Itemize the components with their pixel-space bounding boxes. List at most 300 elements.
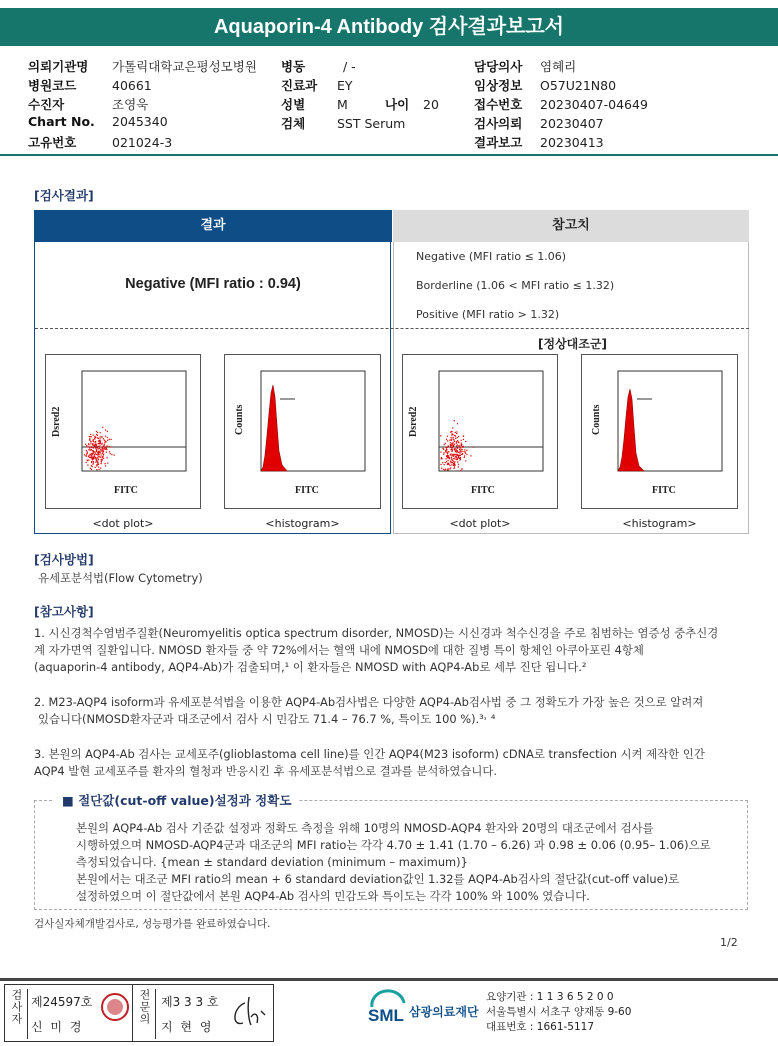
scatter-dot <box>98 438 99 439</box>
scatter-dot <box>456 441 457 442</box>
scatter-dot <box>461 444 462 445</box>
specimen-value: SST Serum <box>337 116 406 131</box>
tester-label: 검사자 <box>8 989 28 1039</box>
scatter-dot <box>109 439 110 440</box>
scatter-dot <box>102 453 103 454</box>
scatter-dot <box>99 445 100 446</box>
scatter-dot <box>111 446 112 447</box>
scatter-dot <box>458 464 459 465</box>
scatter-dot <box>100 463 101 464</box>
ward-value: / - <box>343 59 356 74</box>
scatter-dot <box>90 454 91 455</box>
scatter-dot <box>443 469 444 470</box>
scatter-dot <box>92 459 93 460</box>
scatter-dot <box>454 458 455 459</box>
scatter-dot <box>101 447 102 448</box>
scatter-dot <box>459 455 460 456</box>
scatter-dot <box>105 465 106 466</box>
scatter-dot <box>462 449 463 450</box>
scatter-dot <box>93 461 94 462</box>
scatter-dot <box>466 454 467 455</box>
control-dot-plot-caption: <dot plot> <box>449 517 511 530</box>
scatter-dot <box>457 437 458 438</box>
scatter-dot <box>94 445 95 446</box>
scatter-dot <box>97 432 98 433</box>
scatter-dot <box>99 440 100 441</box>
scatter-dot <box>457 423 458 424</box>
scatter-dot <box>460 448 461 449</box>
scatter-dot <box>95 441 96 442</box>
scatter-dot <box>86 445 87 446</box>
scatter-dot <box>102 456 103 457</box>
chart-no-label: Chart No. <box>28 114 95 129</box>
ward-label: 병동 <box>281 59 306 74</box>
organization-name: 삼광의료재단 <box>409 1005 479 1019</box>
scatter-dot <box>95 453 96 454</box>
patient-dot-plot <box>45 354 201 509</box>
scatter-dot <box>454 462 455 463</box>
scatter-dot <box>106 445 107 446</box>
dot-plot-x-label: FITC <box>114 485 138 496</box>
normal-control-label: [정상대조군] <box>538 337 607 351</box>
note-2-line-2: 있습니다(NMOSD환자군과 대조군에서 검사 시 민감도 71.4 – 76.7 %, 특이도 100 %).³˒ ⁴ <box>38 712 496 726</box>
scatter-dot <box>111 454 112 455</box>
clinical-info-label: 임상정보 <box>474 78 523 93</box>
scatter-dot <box>458 452 459 453</box>
scatter-dot <box>454 464 455 465</box>
scatter-dot <box>90 468 91 469</box>
patient-value: 조영욱 <box>112 97 149 112</box>
scatter-dot <box>441 458 442 459</box>
scatter-dot <box>104 444 105 445</box>
scatter-dot <box>110 453 111 454</box>
control-histogram-x-label: FITC <box>652 485 676 496</box>
scatter-dot <box>99 469 100 470</box>
reference-column-header: 참고치 <box>393 210 749 242</box>
scatter-dot <box>445 469 446 470</box>
scatter-dot <box>98 443 99 444</box>
scatter-dot <box>100 438 101 439</box>
chart-no-value: 2045340 <box>112 114 168 129</box>
control-dot-plot <box>402 354 558 509</box>
scatter-dot <box>103 454 104 455</box>
scatter-dot <box>461 469 462 470</box>
scatter-dot <box>88 460 89 461</box>
scatter-dot <box>458 436 459 437</box>
scatter-dot <box>455 432 456 433</box>
scatter-dot <box>457 459 458 460</box>
scatter-dot <box>98 453 99 454</box>
scatter-dot <box>99 452 100 453</box>
scatter-dot <box>103 451 104 452</box>
scatter-dot <box>93 463 94 464</box>
scatter-dot <box>453 458 454 459</box>
scatter-dot <box>87 453 88 454</box>
scatter-dot <box>470 455 471 456</box>
scatter-dot <box>98 456 99 457</box>
note-3-line-1: 3. 본원의 AQP4-Ab 검사는 교세포주(glioblastoma cell line)를 인간 AQP4(M23 isoform) cDNA로 transfection 시켜 제작한 인간 <box>34 747 705 761</box>
scatter-dot <box>92 464 93 465</box>
scatter-dot <box>93 452 94 453</box>
scatter-dot <box>103 446 104 447</box>
method-text: 유세포분석법(Flow Cytometry) <box>38 571 203 585</box>
scatter-dot <box>96 465 97 466</box>
scatter-dot <box>446 455 447 456</box>
scatter-dot <box>91 462 92 463</box>
receipt-no-label: 접수번호 <box>474 97 523 112</box>
scatter-dot <box>450 447 451 448</box>
header-right <box>474 57 648 152</box>
histogram-y-label: Counts <box>234 404 245 435</box>
scatter-dot <box>453 445 454 446</box>
scatter-dot <box>452 449 453 450</box>
scatter-dot <box>451 440 452 441</box>
scatter-dot <box>107 440 108 441</box>
scatter-dot <box>114 455 115 456</box>
scatter-dot <box>448 469 449 470</box>
scatter-dot <box>97 462 98 463</box>
header-divider <box>0 154 778 156</box>
scatter-dot <box>96 461 97 462</box>
scatter-dot <box>103 438 104 439</box>
cutoff-body <box>76 820 746 905</box>
scatter-dot <box>448 457 449 458</box>
scatter-dot <box>454 435 455 436</box>
scatter-dot <box>94 436 95 437</box>
scatter-dot <box>90 434 91 435</box>
cutoff-heading: ■ 절단값(cut-off value)설정과 정확도 <box>54 791 299 809</box>
scatter-dot <box>451 439 452 440</box>
scatter-dot <box>446 439 447 440</box>
scatter-dot <box>454 449 455 450</box>
hospital-code-value: 40661 <box>112 78 152 93</box>
scatter-dot <box>451 461 452 462</box>
scatter-dot <box>97 435 98 436</box>
scatter-dot <box>440 435 441 436</box>
scatter-dot <box>98 446 99 447</box>
scatter-dot <box>448 445 449 446</box>
scatter-dot <box>92 445 93 446</box>
scatter-dot <box>88 449 89 450</box>
department-label: 진료과 <box>281 78 318 93</box>
scatter-dot <box>448 451 449 452</box>
scatter-dot <box>449 440 450 441</box>
scatter-dot <box>88 456 89 457</box>
scatter-dot <box>107 437 108 438</box>
footnote: 검사실자체개발검사로, 성능평가를 완료하였습니다. <box>34 918 271 930</box>
scatter-dot <box>97 447 98 448</box>
scatter-dot <box>96 431 97 432</box>
scatter-dot <box>461 440 462 441</box>
note-3-line-2: AQP4 발현 교세포주를 환자의 혈청과 반응시킨 후 유세포분석법으로 결과를 분석하였습니다. <box>34 764 498 778</box>
scatter-dot <box>95 457 96 458</box>
scatter-dot <box>106 449 107 450</box>
scatter-dot <box>449 465 450 466</box>
phone: 대표번호 : 1661-5117 <box>486 1021 595 1033</box>
scatter-dot <box>465 460 466 461</box>
scatter-dot <box>443 454 444 455</box>
scatter-dot <box>442 462 443 463</box>
scatter-dot <box>102 459 103 460</box>
scatter-dot <box>444 444 445 445</box>
dot-plot-y-label: Dsred2 <box>51 406 62 437</box>
scatter-dot <box>88 446 89 447</box>
scatter-dot <box>105 463 106 464</box>
receipt-no-value: 20230407-04649 <box>540 97 648 112</box>
scatter-dot <box>99 441 100 442</box>
patient-label: 수진자 <box>28 97 65 112</box>
scatter-dot <box>450 454 451 455</box>
scatter-dot <box>457 440 458 441</box>
scatter-dot <box>101 461 102 462</box>
scatter-dot <box>97 457 98 458</box>
scatter-dot <box>444 464 445 465</box>
logo-text: SML <box>368 1006 404 1025</box>
scatter-dot <box>91 446 92 447</box>
scatter-dot <box>101 454 102 455</box>
scatter-dot <box>91 453 92 454</box>
age-value: 20 <box>423 97 439 112</box>
address: 서울특별시 서초구 양재동 9-60 <box>486 1006 632 1018</box>
scatter-dot <box>96 447 97 448</box>
scatter-dot <box>458 466 459 467</box>
doctor-signature-box <box>132 984 274 1042</box>
scatter-dot <box>445 458 446 459</box>
scatter-dot <box>89 455 90 456</box>
scatter-dot <box>453 465 454 466</box>
scatter-dot <box>464 457 465 458</box>
scatter-dot <box>89 436 90 437</box>
scatter-dot <box>100 449 101 450</box>
scatter-dot <box>94 437 95 438</box>
scatter-dot <box>89 440 90 441</box>
scatter-dot <box>454 441 455 442</box>
scatter-dot <box>453 468 454 469</box>
scatter-dot <box>452 427 453 428</box>
scatter-dot <box>447 447 448 448</box>
result-value: Negative (MFI ratio : 0.94) <box>125 276 301 292</box>
scatter-dot <box>96 458 97 459</box>
scatter-dot <box>109 446 110 447</box>
page-number: 1/2 <box>720 936 738 949</box>
scatter-dot <box>455 451 456 452</box>
scatter-dot <box>453 439 454 440</box>
scatter-dot <box>452 444 453 445</box>
scatter-dot <box>459 449 460 450</box>
care-institution-no: 요양기관 : 1 1 3 6 5 2 0 0 <box>486 991 614 1003</box>
doctor-value: 염혜리 <box>540 59 577 74</box>
scatter-dot <box>445 451 446 452</box>
cutoff-line-4: 본원에서는 대조군 MFI ratio의 mean + 6 standard deviation값인 1.32를 AQP4-Ab검사의 절단값(cut-off value)로 <box>76 872 680 886</box>
scatter-dot <box>96 454 97 455</box>
scatter-dot <box>458 446 459 447</box>
scatter-dot <box>95 462 96 463</box>
scatter-dot <box>93 457 94 458</box>
notes-heading: [참고사항] <box>34 604 94 619</box>
scatter-dot <box>450 432 451 433</box>
scatter-dot <box>93 451 94 452</box>
report-date-label: 결과보고 <box>474 135 523 150</box>
scatter-dot <box>447 436 448 437</box>
scatter-dot <box>92 454 93 455</box>
scatter-dot <box>109 451 110 452</box>
scatter-dot <box>456 452 457 453</box>
scatter-dot <box>102 443 103 444</box>
scatter-dot <box>105 436 106 437</box>
scatter-dot <box>85 444 86 445</box>
scatter-dot <box>89 438 90 439</box>
scatter-dot <box>449 468 450 469</box>
tester-license-no: 제24597호 <box>31 995 93 1009</box>
scatter-dot <box>450 442 451 443</box>
scatter-dot <box>458 457 459 458</box>
scatter-dot <box>451 464 452 465</box>
scatter-dot <box>443 452 444 453</box>
scatter-dot <box>452 460 453 461</box>
scatter-dot <box>90 450 91 451</box>
scatter-dot <box>103 455 104 456</box>
scatter-dot <box>446 447 447 448</box>
scatter-dot <box>458 442 459 443</box>
scatter-dot <box>91 469 92 470</box>
scatter-dot <box>457 458 458 459</box>
scatter-dot <box>101 460 102 461</box>
control-dot-plot-y-label: Dsred2 <box>408 406 419 437</box>
ref-negative: Negative (MFI ratio ≤ 1.06) <box>416 250 567 263</box>
requesting-institution-value: 가톨릭대학교은평성모병원 <box>112 59 257 74</box>
sex-value: M <box>337 97 348 112</box>
scatter-dot <box>98 451 99 452</box>
scatter-dot <box>111 439 112 440</box>
scatter-dot <box>84 454 85 455</box>
organization-address <box>486 990 631 1035</box>
scatter-dot <box>100 440 101 441</box>
scatter-dot <box>446 450 447 451</box>
scatter-dot <box>450 445 451 446</box>
scatter-dot <box>455 438 456 439</box>
note-1-line-2: 계 자가면역 질환입니다. NMOSD 환자들 중 약 72%에서는 혈액 내에 NMOSD에 대한 질병 특이 항체인 아쿠아포린 4항체 <box>34 643 644 657</box>
scatter-dot <box>456 443 457 444</box>
header-left <box>28 57 257 152</box>
header-mid <box>281 57 439 133</box>
scatter-dot <box>456 459 457 460</box>
scatter-dot <box>447 453 448 454</box>
scatter-dot <box>461 451 462 452</box>
unique-no-value: 021024-3 <box>112 135 173 150</box>
age-label: 나이 <box>385 97 410 112</box>
scatter-dot <box>463 439 464 440</box>
scatter-dot <box>91 449 92 450</box>
report-date-value: 20230413 <box>540 135 604 150</box>
scatter-dot <box>462 451 463 452</box>
scatter-dot <box>447 456 448 457</box>
scatter-dot <box>461 454 462 455</box>
hospital-code-label: 병원코드 <box>28 78 77 93</box>
scatter-dot <box>103 450 104 451</box>
scatter-dot <box>459 447 460 448</box>
patient-histogram <box>224 354 381 509</box>
scatter-dot <box>464 451 465 452</box>
scatter-dot <box>107 463 108 464</box>
scatter-dot <box>450 461 451 462</box>
scatter-dot <box>96 449 97 450</box>
doctor-name: 지 현 영 <box>161 1020 214 1034</box>
scatter-dot <box>106 452 107 453</box>
scatter-dot <box>452 454 453 455</box>
scatter-dot <box>448 460 449 461</box>
scatter-dot <box>447 464 448 465</box>
control-dot-plot-x-label: FITC <box>471 485 495 496</box>
scatter-dot <box>86 462 87 463</box>
specimen-label: 검체 <box>281 116 306 131</box>
scatter-dot <box>95 467 96 468</box>
scatter-dot <box>449 458 450 459</box>
scatter-dot <box>456 445 457 446</box>
result-heading: [검사결과] <box>34 188 94 203</box>
scatter-dot <box>96 469 97 470</box>
scatter-dot <box>97 464 98 465</box>
scatter-dot <box>99 436 100 437</box>
doctor-handwritten-signature <box>227 993 267 1033</box>
scatter-dot <box>102 427 103 428</box>
scatter-dot <box>473 447 474 448</box>
scatter-dot <box>466 450 467 451</box>
cutoff-line-1: 본원의 AQP4-Ab 검사 기준값 설정과 정확도 측정을 위해 10명의 NMOSD-AQP4 환자와 20명의 대조군에서 검사를 <box>76 821 654 835</box>
scatter-dot <box>86 446 87 447</box>
sml-logo <box>366 989 410 1033</box>
scatter-dot <box>87 451 88 452</box>
note-1-line-1: 1. 시신경척수염범주질환(Neuromyelitis optica spectrum disorder, NMOSD)는 시신경과 척수신경을 주로 침범하는 염증성 중추신경 <box>34 626 719 640</box>
control-histogram-y-label: Counts <box>591 404 602 435</box>
scatter-dot <box>451 451 452 452</box>
doctor-label: 전문의 <box>136 989 156 1039</box>
scatter-dot <box>89 457 90 458</box>
scatter-dot <box>445 443 446 444</box>
histogram-x-label: FITC <box>295 485 319 496</box>
note-2-line-1: 2. M23-AQP4 isoform과 유세포분석법을 이용한 AQP4-Ab검사법은 다양한 AQP4-Ab검사법 중 그 정확도가 가장 높은 것으로 알려져 <box>34 695 704 709</box>
scatter-dot <box>92 456 93 457</box>
scatter-dot <box>457 448 458 449</box>
scatter-dot <box>100 451 101 452</box>
scatter-dot <box>91 436 92 437</box>
scatter-dot <box>93 447 94 448</box>
scatter-dot <box>105 430 106 431</box>
scatter-dot <box>456 456 457 457</box>
scatter-dot <box>97 454 98 455</box>
result-column-header: 결과 <box>34 210 392 242</box>
clinical-info-value: O57U21N80 <box>540 78 617 93</box>
scatter-dot <box>94 444 95 445</box>
scatter-dot <box>89 448 90 449</box>
scatter-dot <box>93 441 94 442</box>
scatter-dot <box>90 443 91 444</box>
scatter-dot <box>87 460 88 461</box>
cutoff-line-3: 측정되었습니다. {mean ± standard deviation (minimum – maximum)} <box>76 855 468 869</box>
unique-no-label: 고유번호 <box>28 135 77 150</box>
ref-positive: Positive (MFI ratio > 1.32) <box>416 308 560 321</box>
scatter-dot <box>441 468 442 469</box>
scatter-dot <box>451 437 452 438</box>
tester-name: 신 미 경 <box>31 1020 84 1034</box>
scatter-dot <box>91 457 92 458</box>
scatter-dot <box>459 453 460 454</box>
scatter-dot <box>463 446 464 447</box>
scatter-dot <box>451 443 452 444</box>
scatter-dot <box>453 461 454 462</box>
scatter-dot <box>452 433 453 434</box>
scatter-dot <box>102 436 103 437</box>
scatter-dot <box>92 466 93 467</box>
